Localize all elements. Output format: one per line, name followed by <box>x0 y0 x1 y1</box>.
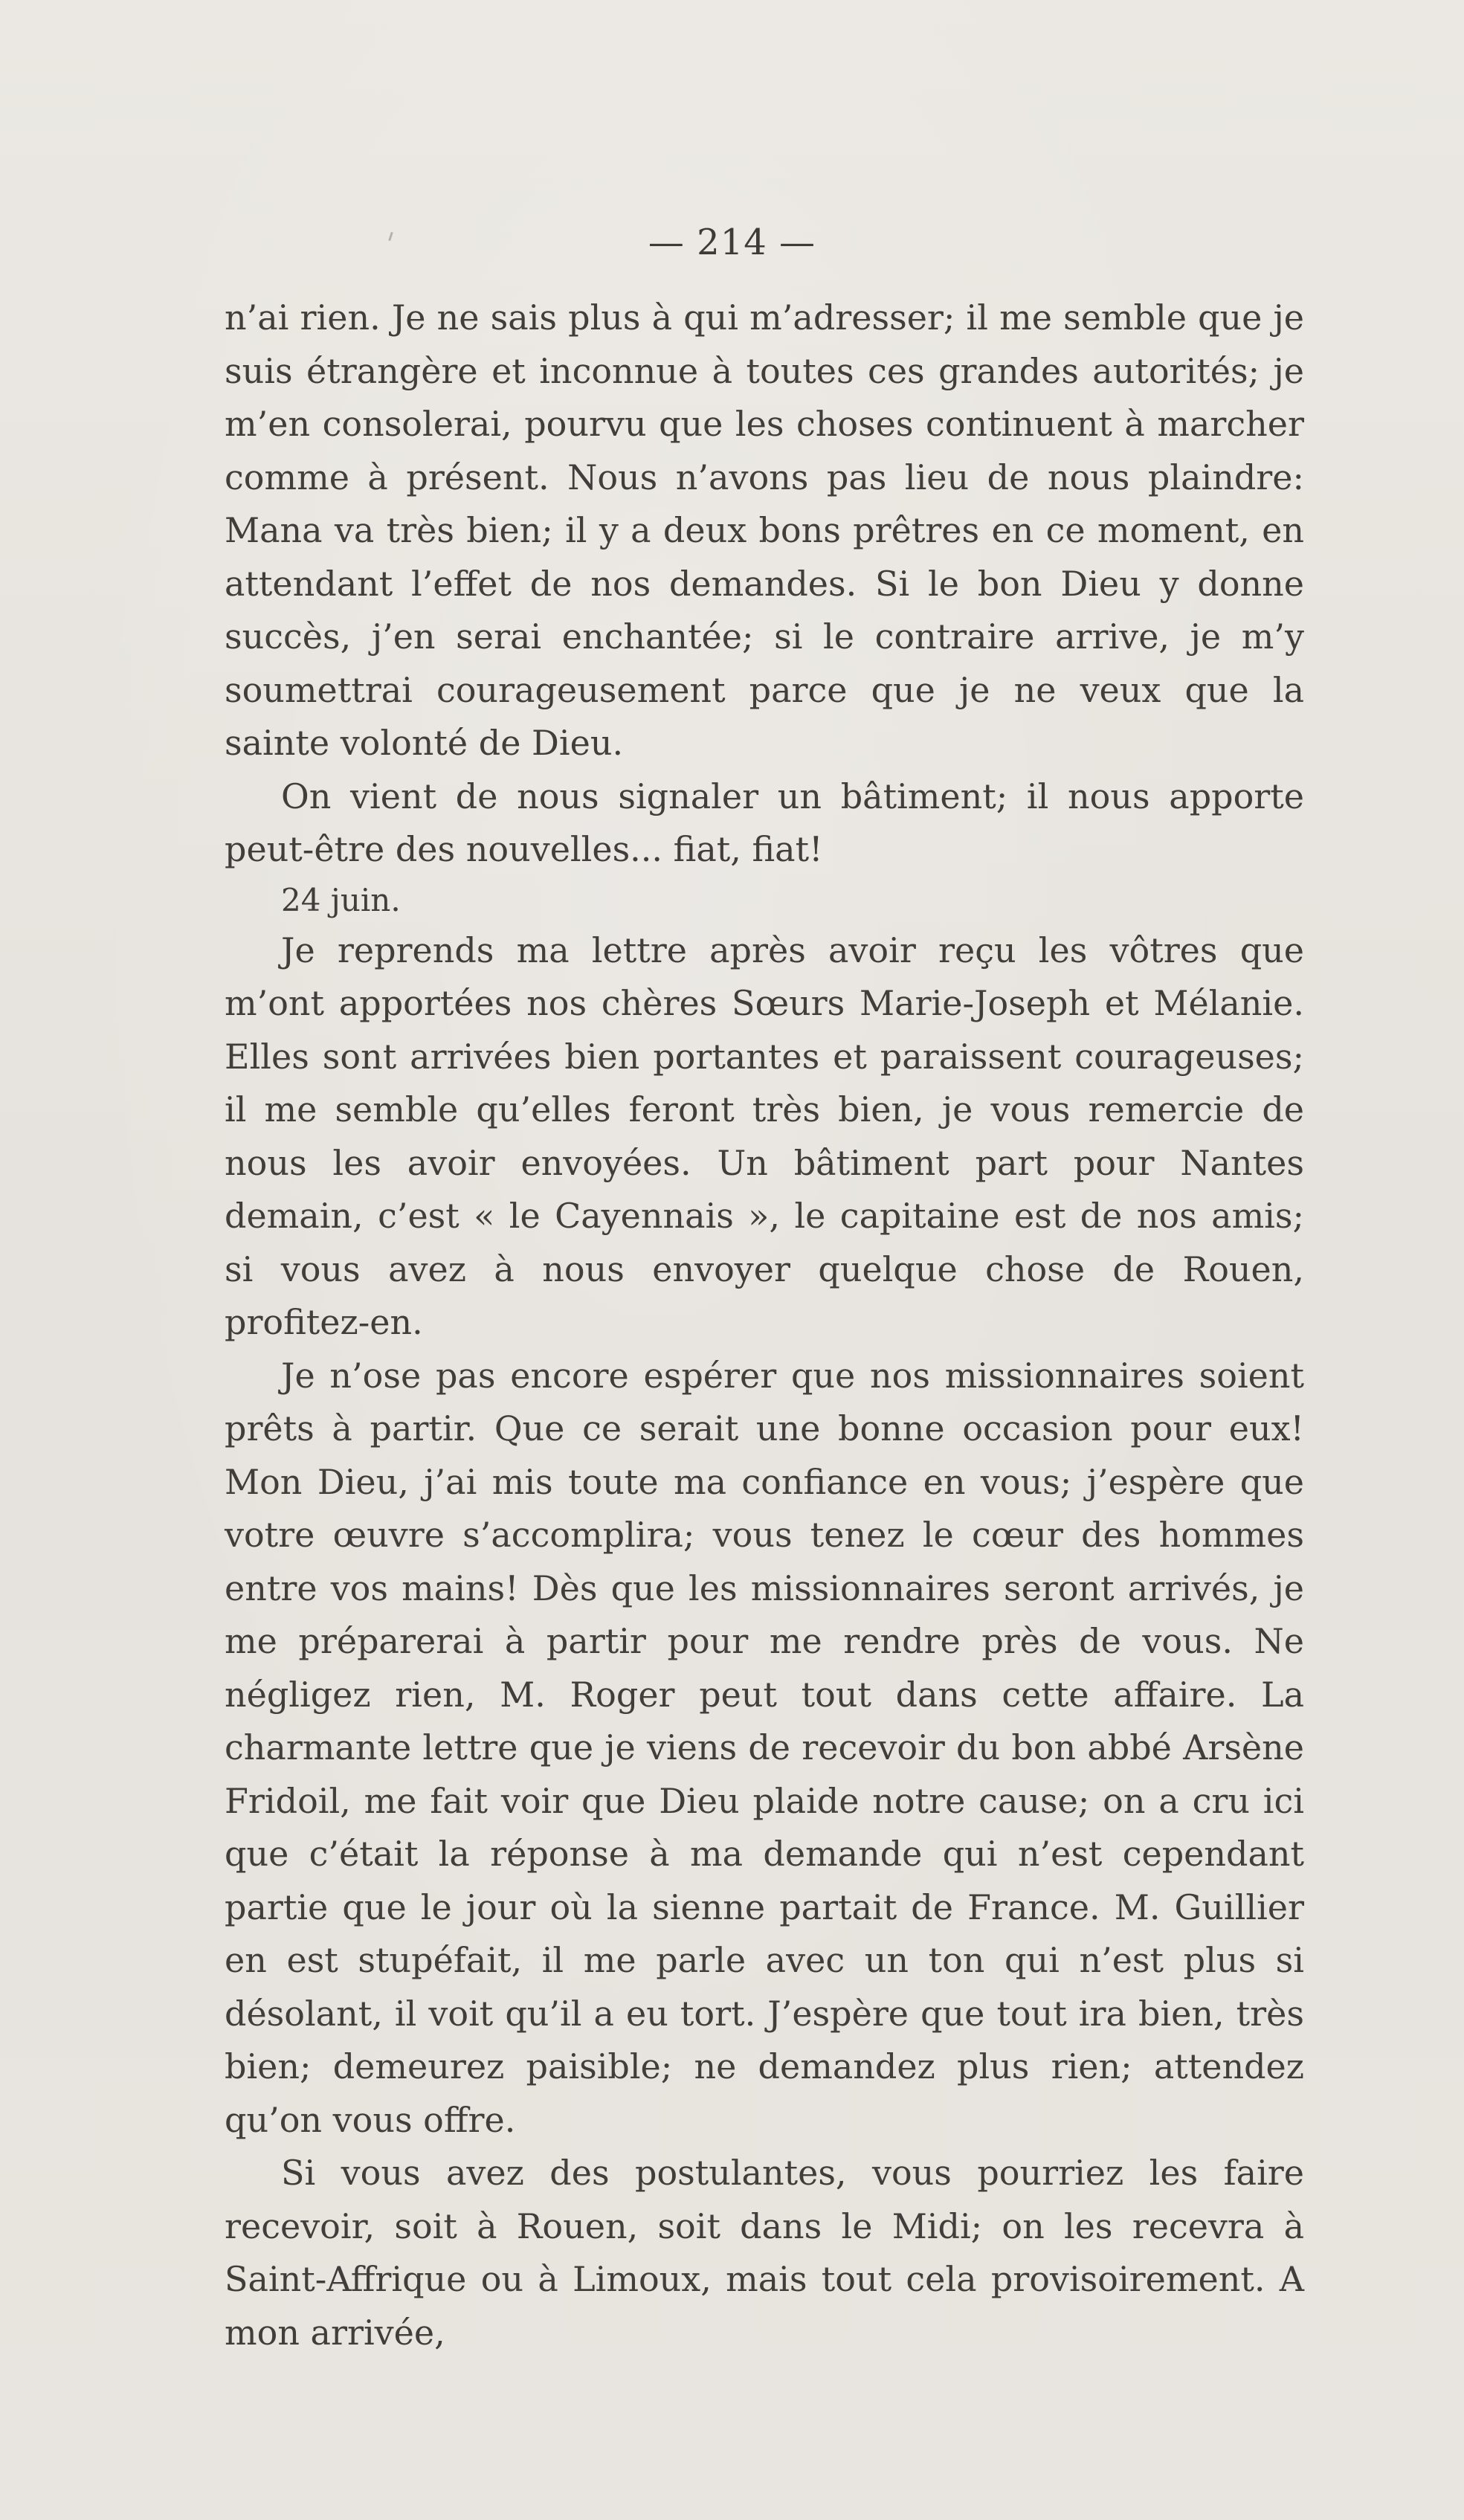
body-text <box>225 291 1304 2359</box>
date-line: 24 juin. <box>281 881 401 918</box>
paragraph-3: Je reprends ma lettre après avoir reçu les vôtres que m’ont apportées nos chères Sœurs Marie-Joseph et Mélanie. Elles sont arrivées bien portantes et paraissent courageuses; il me semble qu’elles feront très bien, je vous remercie de nous les avoir envoyées. Un bâtiment part pour Nantes demain, c’est « le Cayennais », le capitaine est de nos amis; si vous avez à nous envoyer quelque chose de Rouen, profitez-en. <box>225 929 1304 1342</box>
paragraph-1: n’ai rien. Je ne sais plus à qui m’adresser; il me semble que je suis étrangère et inconnue à toutes ces grandes autorités; je m’en consolerai, pourvu que les choses continuent à marcher comme à présent. Nous n’avons pas lieu de nous plaindre: Mana va très bien; il y a deux bons prêtres en ce moment, en attendant l’effet de nos demandes. Si le bon Dieu y donne succès, j’en serai enchantée; si le contraire arrive, je m’y soumettrai courageusement parce que je ne veux que la sainte volonté de Dieu. <box>225 297 1304 763</box>
page-number: — 214 — <box>648 222 816 263</box>
paragraph-5: Si vous avez des postulantes, vous pourriez les faire recevoir, soit à Rouen, soit dans le Midi; on les recevra à Saint-Affrique ou à Limoux, mais tout cela provisoirement. A mon arrivée, <box>225 2153 1304 2353</box>
paragraph-4: Je n’ose pas encore espérer que nos missionnaires soient prêts à partir. Que ce serait une bonne occasion pour eux! Mon Dieu, j’ai mis toute ma confiance en vous; j’espère que votre œuvre s’accomplira; vous tenez le cœur des hommes entre vos mains! Dès que les missionnaires seront arrivés, je me préparerai à partir pour me rendre près de vous. Ne négligez rien, M. Roger peut tout dans cette affaire. La charmante lettre que je viens de recevoir du bon abbé Arsène Fridoil, me fait voir que Dieu plaide notre cause; on a cru ici que c’était la réponse à ma demande qui n’est cependant partie que le jour où la sienne partait de France. M. Guillier en est stupéfait, il me parle avec un ton qui n’est plus si désolant, il voit qu’il a eu tort. J’espère que tout ira bien, très bien; demeurez paisible; ne demandez plus rien; attendez qu’on vous offre. <box>225 1355 1304 2140</box>
paragraph-2: On vient de nous signaler un bâtiment; il nous apporte peut-être des nouvelles... fiat, fiat! <box>225 776 1304 869</box>
